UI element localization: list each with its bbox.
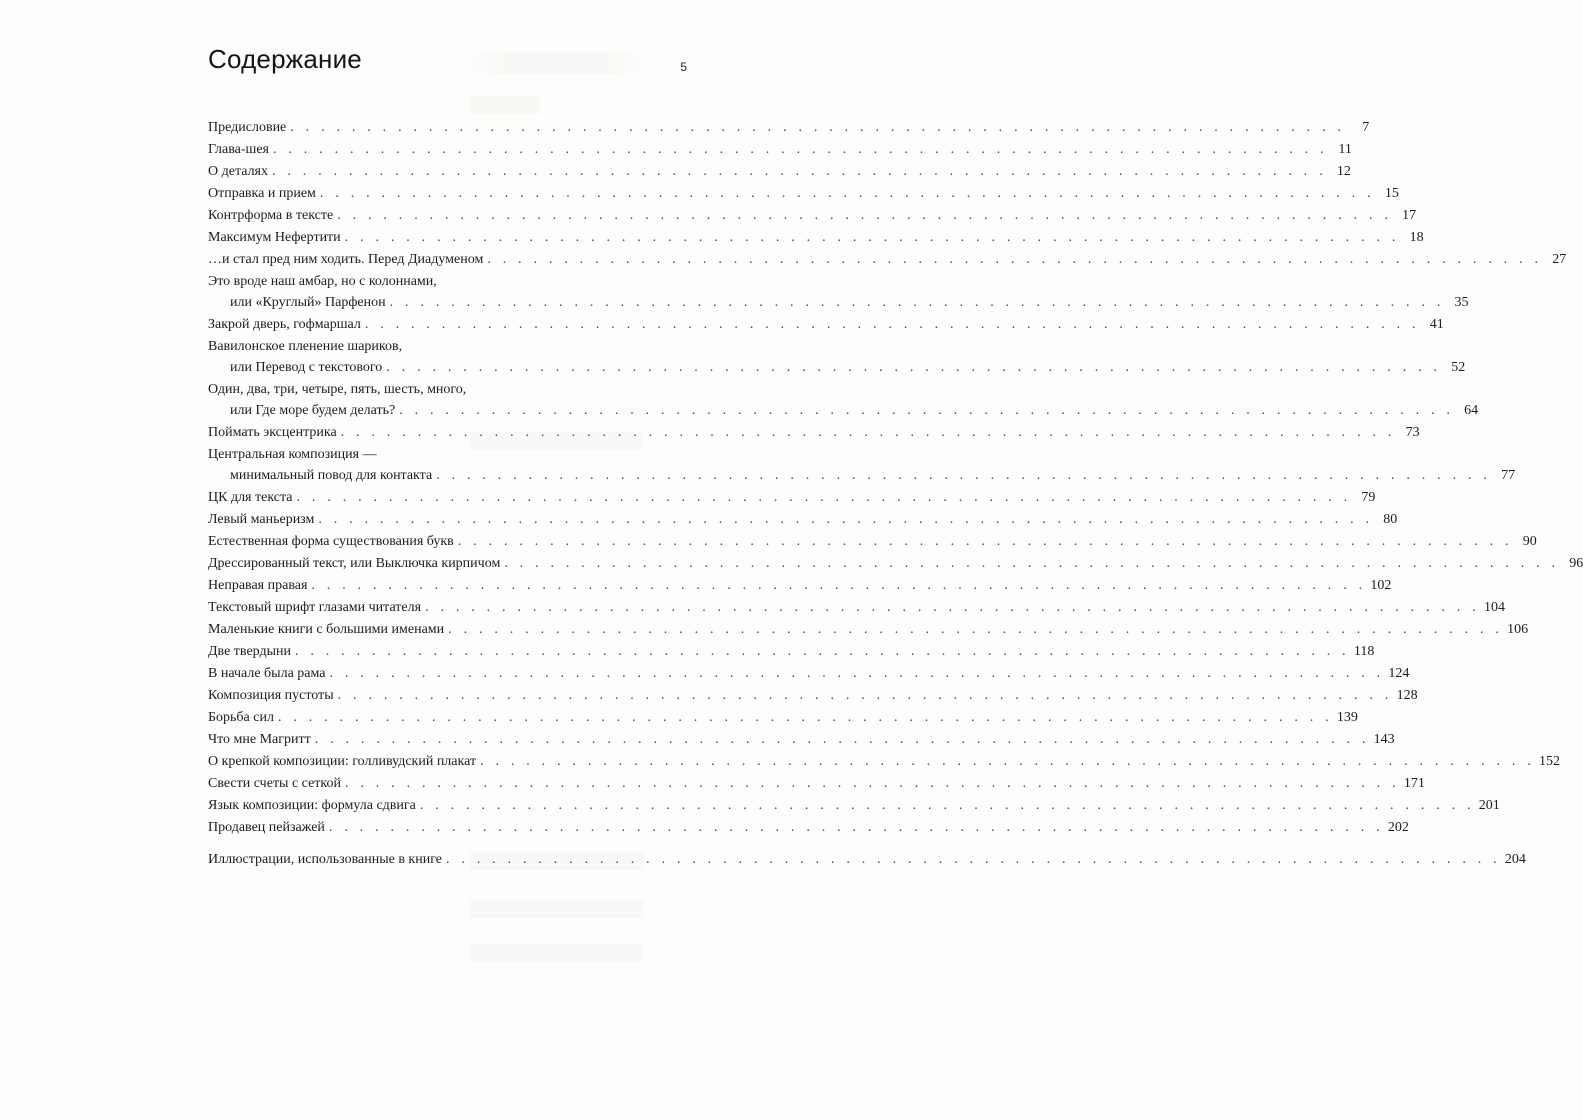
toc-line: [208, 685, 1418, 707]
toc-entry[interactable]: [208, 249, 1567, 271]
toc-entry-title: или «Круглый» Парфенон: [230, 295, 386, 310]
toc-entry-title: Один, два, три, четыре, пять, шесть, много,: [208, 382, 467, 397]
toc-page-number: 202: [1387, 820, 1409, 835]
toc-line: [208, 531, 1537, 553]
toc-leader-dots: . . . . . . . . . . . . . . . . . . . . . . . . . . . . . . . . . . . . . . . . . . . . . . . . . . . . . . . . . . . . . . . . . . . . .: [277, 710, 1333, 725]
toc-leader-dots: . . . . . . . . . . . . . . . . . . . . . . . . . . . . . . . . . . . . . . . . . . . . . . . . . . . . . . . . . . . . . . . . . . . . .: [445, 852, 1501, 867]
toc-leader-dots: . . . . . . . . . . . . . . . . . . . . . . . . . . . . . . . . . . . . . . . . . . . . . . . . . . . . . . . . . . . . . . . . . . . . .: [448, 622, 1504, 637]
toc-leader-dots: . . . . . . . . . . . . . . . . . . . . . . . . . . . . . . . . . . . . . . . . . . . . . . . . . . . . . . . . . . . . . . . . . . . . .: [318, 512, 1374, 527]
toc-entry-title: Левый маньеризм: [208, 512, 315, 527]
toc-page-number: 152: [1538, 754, 1560, 769]
toc-entry[interactable]: [208, 817, 1409, 839]
toc-line: [208, 553, 1583, 575]
toc-entry-title: В начале была рама: [208, 666, 326, 681]
toc-entry[interactable]: [208, 444, 1516, 487]
toc-line: [208, 357, 1466, 379]
toc-line: [208, 422, 1420, 444]
toc-page-number: 104: [1483, 600, 1505, 615]
toc-line: [208, 487, 1376, 509]
toc-page-number: 18: [1409, 230, 1424, 245]
toc-entry[interactable]: [208, 117, 1370, 139]
toc-line: [208, 817, 1409, 839]
toc-entry[interactable]: [208, 729, 1395, 751]
toc-entry[interactable]: [208, 575, 1392, 597]
toc-entry[interactable]: [208, 849, 1526, 871]
toc-page-number: 118: [1353, 644, 1375, 659]
toc-entry-title: О крепкой композиции: голливудский плакат: [208, 754, 477, 769]
toc-leader-dots: . . . . . . . . . . . . . . . . . . . . . . . . . . . . . . . . . . . . . . . . . . . . . . . . . . . . . . . . . . . . . . . . . . . . .: [344, 230, 1400, 245]
toc-page-number: 90: [1522, 534, 1537, 549]
toc-entry-title: Маленькие книги с большими именами: [208, 622, 445, 637]
toc-page-number: 27: [1552, 252, 1567, 267]
toc-line: [208, 249, 1567, 271]
toc-entry[interactable]: [208, 707, 1358, 729]
toc-entry-title: Что мне Магритт: [208, 732, 311, 747]
toc-line: [208, 707, 1358, 729]
toc-leader-dots: . . . . . . . . . . . . . . . . . . . . . . . . . . . . . . . . . . . . . . . . . . . . . . . . . . . . . . . . . . . . . . . . . . . . .: [419, 798, 1475, 813]
toc-entry-title: …и стал пред ним ходить. Перед Диадуменом: [208, 252, 484, 267]
toc-page-number: 17: [1402, 208, 1417, 223]
toc-entry[interactable]: [208, 183, 1399, 205]
toc-entry[interactable]: [208, 271, 1469, 314]
toc-line: [208, 751, 1560, 773]
toc-leader-dots: . . . . . . . . . . . . . . . . . . . . . . . . . . . . . . . . . . . . . . . . . . . . . . . . . . . . . . . . . . . . . . . . . . . . .: [389, 295, 1445, 310]
toc-line: [208, 117, 1370, 139]
toc-entry-title: Закрой дверь, гофмаршал: [208, 317, 361, 332]
toc-line: [208, 795, 1500, 817]
toc-leader-dots: . . . . . . . . . . . . . . . . . . . . . . . . . . . . . . . . . . . . . . . . . . . . . . . . . . . . . . . . . . . . . . . . . . . . .: [504, 556, 1560, 571]
toc-entry[interactable]: [208, 531, 1537, 553]
toc-page-number: 106: [1507, 622, 1529, 637]
toc-entry[interactable]: [208, 161, 1351, 183]
toc-page-number: 7: [1362, 120, 1370, 135]
toc-page-number: 64: [1464, 403, 1479, 418]
toc-entry-title: или Где море будем делать?: [230, 403, 396, 418]
toc-leader-dots: . . . . . . . . . . . . . . . . . . . . . . . . . . . . . . . . . . . . . . . . . . . . . . . . . . . . . . . . . . . . . . . . . . . . .: [386, 360, 1442, 375]
toc-leader-dots: . . . . . . . . . . . . . . . . . . . . . . . . . . . . . . . . . . . . . . . . . . . . . . . . . . . . . . . . . . . . . . . . . . . . .: [296, 490, 1352, 505]
toc-entry-title: Иллюстрации, использованные в книге: [208, 852, 442, 867]
toc-entry[interactable]: [208, 509, 1398, 531]
toc-page-number: 73: [1405, 425, 1420, 440]
toc-page-number: 102: [1370, 578, 1392, 593]
toc-entry-title: Отправка и прием: [208, 186, 316, 201]
toc-leader-dots: . . . . . . . . . . . . . . . . . . . . . . . . . . . . . . . . . . . . . . . . . . . . . . . . . . . . . . . . . . . . . . . . . . . . .: [294, 644, 1350, 659]
toc-line: [208, 205, 1417, 227]
toc-entry[interactable]: [208, 553, 1583, 575]
toc-entry-title: Неправая правая: [208, 578, 308, 593]
toc-entry-title: Поймать эксцентрика: [208, 425, 337, 440]
toc-line: [208, 849, 1526, 871]
toc-page-number: 15: [1384, 186, 1399, 201]
toc-page-number: 35: [1454, 295, 1469, 310]
toc-line: [208, 619, 1529, 641]
toc-entry-title: Глава-шея: [208, 142, 269, 157]
page-number: 5: [680, 60, 687, 74]
toc-line: [208, 663, 1410, 685]
toc-leader-dots: . . . . . . . . . . . . . . . . . . . . . . . . . . . . . . . . . . . . . . . . . . . . . . . . . . . . . . . . . . . . . . . . . . . . .: [272, 164, 1327, 179]
toc-entry-title: Максимум Нефертити: [208, 230, 341, 245]
toc-entry[interactable]: [208, 314, 1444, 336]
show-through-line: [470, 944, 643, 962]
toc-entry[interactable]: [208, 379, 1479, 422]
toc-entry-title: Центральная композиция —: [208, 447, 377, 462]
toc-entry-title: или Перевод с текстового: [230, 360, 383, 375]
table-of-contents: [208, 117, 1583, 871]
toc-gap: [208, 839, 632, 849]
toc-entry[interactable]: [208, 205, 1417, 227]
toc-line: [208, 379, 632, 400]
toc-leader-dots: . . . . . . . . . . . . . . . . . . . . . . . . . . . . . . . . . . . . . . . . . . . . . . . . . . . . . . . . . . . . . . . . . . . . .: [329, 666, 1385, 681]
toc-entry[interactable]: [208, 663, 1410, 685]
toc-entry[interactable]: [208, 139, 1352, 161]
toc-line: [208, 641, 1375, 663]
toc-entry-title: Текстовый шрифт глазами читателя: [208, 600, 422, 615]
toc-entry-title: Контрформа в тексте: [208, 208, 334, 223]
toc-line: [208, 465, 1516, 487]
toc-line: [208, 729, 1395, 751]
toc-page-number: 124: [1388, 666, 1410, 681]
toc-line: [208, 314, 1444, 336]
toc-leader-dots: . . . . . . . . . . . . . . . . . . . . . . . . . . . . . . . . . . . . . . . . . . . . . . . . . . . . . . . . . . . . . . . . . . . . .: [314, 732, 1370, 747]
toc-entry[interactable]: [208, 597, 1505, 619]
toc-leader-dots: . . . . . . . . . . . . . . . . . . . . . . . . . . . . . . . . . . . . . . . . . . . . . . . . . . . . . . . . . . . . . . . . . . . . .: [425, 600, 1480, 615]
toc-entry[interactable]: [208, 641, 1375, 663]
show-through-line: [470, 900, 643, 918]
toc-entry[interactable]: [208, 685, 1418, 707]
toc-leader-dots: . . . . . . . . . . . . . . . . . . . . . . . . . . . . . . . . . . . . . . . . . . . . . . . . . . . . . . . . . . . . . . . . . . . . .: [272, 142, 1328, 157]
toc-page-number: 79: [1361, 490, 1376, 505]
toc-entry-title: минимальный повод для контакта: [230, 468, 433, 483]
toc-line: [208, 271, 632, 292]
toc-entry[interactable]: [208, 751, 1560, 773]
toc-entry[interactable]: [208, 227, 1424, 249]
toc-leader-dots: . . . . . . . . . . . . . . . . . . . . . . . . . . . . . . . . . . . . . . . . . . . . . . . . . . . . . . . . . . . . . . . . . . . . .: [290, 120, 1346, 135]
toc-line: [208, 161, 1351, 183]
toc-page-number: 77: [1501, 468, 1516, 483]
toc-leader-dots: . . . . . . . . . . . . . . . . . . . . . . . . . . . . . . . . . . . . . . . . . . . . . . . . . . . . . . . . . . . . . . . . . . . . .: [364, 317, 1420, 332]
toc-line: [208, 183, 1399, 205]
toc-entry[interactable]: [208, 422, 1420, 444]
toc-entry-title: Естественная форма существования букв: [208, 534, 454, 549]
toc-line: [208, 139, 1352, 161]
toc-page-number: 41: [1429, 317, 1444, 332]
toc-entry[interactable]: [208, 487, 1376, 509]
toc-page-number: 12: [1336, 164, 1351, 179]
toc-entry-title: Две твердыни: [208, 644, 291, 659]
toc-line: [208, 597, 1505, 619]
toc-page-number: 80: [1383, 512, 1398, 527]
toc-entry-title: ЦК для текста: [208, 490, 293, 505]
toc-entry[interactable]: [208, 795, 1500, 817]
toc-entry[interactable]: [208, 619, 1529, 641]
toc-line: [208, 336, 632, 357]
toc-leader-dots: . . . . . . . . . . . . . . . . . . . . . . . . . . . . . . . . . . . . . . . . . . . . . . . . . . . . . . . . . . . . . . . . . . . . .: [436, 468, 1492, 483]
toc-leader-dots: . . . . . . . . . . . . . . . . . . . . . . . . . . . . . . . . . . . . . . . . . . . . . . . . . . . . . . . . . . . . . . . . . . . . .: [487, 252, 1543, 267]
toc-entry-title: Свести счеты с сеткой: [208, 776, 341, 791]
toc-page-number: 201: [1478, 798, 1500, 813]
toc-page-number: 52: [1451, 360, 1466, 375]
toc-page-number: 139: [1336, 710, 1358, 725]
toc-leader-dots: . . . . . . . . . . . . . . . . . . . . . . . . . . . . . . . . . . . . . . . . . . . . . . . . . . . . . . . . . . . . . . . . . . . . .: [328, 820, 1384, 835]
toc-page-number: 11: [1338, 142, 1352, 157]
toc-leader-dots: . . . . . . . . . . . . . . . . . . . . . . . . . . . . . . . . . . . . . . . . . . . . . . . . . . . . . . . . . . . . . . . . . . . . .: [480, 754, 1535, 769]
toc-entry[interactable]: [208, 336, 1466, 379]
toc-entry-title: Композиция пустоты: [208, 688, 334, 703]
toc-line: [208, 292, 1469, 314]
toc-line: [208, 400, 1479, 422]
toc-entry-title: Это вроде наш амбар, но с колоннами,: [208, 274, 437, 289]
toc-page-number: 204: [1504, 852, 1526, 867]
page-title: Содержание: [208, 44, 362, 74]
toc-line: [208, 575, 1392, 597]
toc-entry-title: Предисловие: [208, 120, 287, 135]
toc-line: [208, 444, 632, 465]
toc-leader-dots: . . . . . . . . . . . . . . . . . . . . . . . . . . . . . . . . . . . . . . . . . . . . . . . . . . . . . . . . . . . . . . . . . . . . .: [319, 186, 1375, 201]
toc-entry[interactable]: [208, 773, 1425, 795]
toc-leader-dots: . . . . . . . . . . . . . . . . . . . . . . . . . . . . . . . . . . . . . . . . . . . . . . . . . . . . . . . . . . . . . . . . . . . . .: [344, 776, 1400, 791]
toc-line: [208, 773, 1425, 795]
toc-line: [208, 509, 1398, 531]
show-through-line: [470, 96, 540, 114]
show-through-line: [470, 52, 643, 74]
toc-leader-dots: . . . . . . . . . . . . . . . . . . . . . . . . . . . . . . . . . . . . . . . . . . . . . . . . . . . . . . . . . . . . . . . . . . . . .: [457, 534, 1513, 549]
toc-entry-title: Борьба сил: [208, 710, 274, 725]
toc-page-number: 96: [1569, 556, 1583, 571]
toc-line: [208, 227, 1424, 249]
toc-entry-title: Вавилонское пленение шариков,: [208, 339, 403, 354]
toc-page-number: 171: [1403, 776, 1425, 791]
toc-page-number: 128: [1396, 688, 1418, 703]
toc-entry-title: Язык композиции: формула сдвига: [208, 798, 416, 813]
toc-leader-dots: . . . . . . . . . . . . . . . . . . . . . . . . . . . . . . . . . . . . . . . . . . . . . . . . . . . . . . . . . . . . . . . . . . . . .: [311, 578, 1367, 593]
toc-entry-title: Продавец пейзажей: [208, 820, 325, 835]
toc-leader-dots: . . . . . . . . . . . . . . . . . . . . . . . . . . . . . . . . . . . . . . . . . . . . . . . . . . . . . . . . . . . . . . . . . . . . .: [337, 688, 1393, 703]
toc-entry-title: О деталях: [208, 164, 268, 179]
toc-entry-title: Дрессированный текст, или Выключка кирпичом: [208, 556, 501, 571]
toc-page-number: 143: [1373, 732, 1395, 747]
toc-leader-dots: . . . . . . . . . . . . . . . . . . . . . . . . . . . . . . . . . . . . . . . . . . . . . . . . . . . . . . . . . . . . . . . . . . . . .: [340, 425, 1396, 440]
toc-leader-dots: . . . . . . . . . . . . . . . . . . . . . . . . . . . . . . . . . . . . . . . . . . . . . . . . . . . . . . . . . . . . . . . . . . . . .: [337, 208, 1393, 223]
toc-leader-dots: . . . . . . . . . . . . . . . . . . . . . . . . . . . . . . . . . . . . . . . . . . . . . . . . . . . . . . . . . . . . . . . . . . . . .: [399, 403, 1455, 418]
